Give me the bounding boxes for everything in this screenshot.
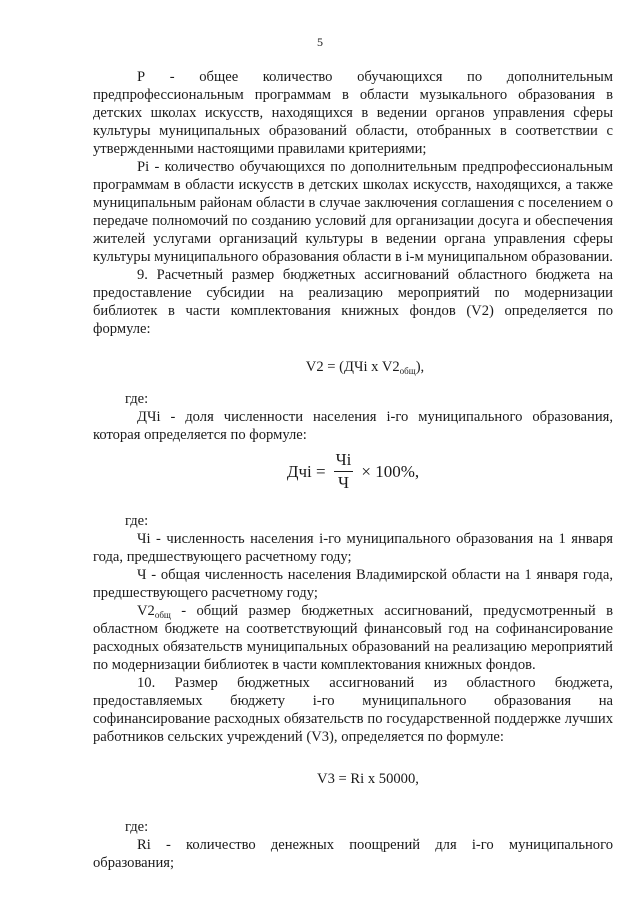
where-label-3: где: bbox=[125, 819, 149, 835]
formula-v2-sub: общ bbox=[399, 366, 416, 376]
document-body bbox=[93, 68, 613, 872]
fraction-denominator: Ч bbox=[334, 471, 353, 492]
formula-dchi-fraction bbox=[332, 451, 356, 492]
definition-ch: Ч - общая численность населения Владимирской области на 1 января года, предшествующего расчетному году; bbox=[93, 567, 613, 601]
formula-dchi-right: × 100%, bbox=[361, 461, 420, 481]
formula-v2 bbox=[93, 358, 613, 376]
definition-p: Р - общее количество обучающихся по дополнительным предпрофессиональным программам в области музыкального образования в детских школах искусств, находящихся в ведении органов управления сферы культуры муниципальных образований области, отобранных в соответствии с утвержденными настоящими правилами критериями; bbox=[93, 69, 613, 157]
page-number: 5 bbox=[317, 35, 323, 49]
v2-lead-sub: общ bbox=[154, 610, 171, 620]
fraction-numerator: Чi bbox=[335, 450, 352, 469]
formula-v2-main: V2 = (ДЧi x V2 bbox=[305, 359, 400, 375]
definition-ri: Ri - количество денежных поощрений для i-го муниципального образования; bbox=[93, 837, 613, 871]
formula-v3: V3 = Ri x 50000, bbox=[317, 771, 419, 787]
v2-text: - общий размер бюджетных ассигнований, предусмотренный в областном бюджете на соответствующий финансовый год на софинансирование расходных обязательств муниципальных образований на реализацию мероприятий по модернизации библиотек в части комплектования книжных фондов. bbox=[93, 603, 613, 673]
where-label-1: где: bbox=[125, 391, 149, 407]
v2-lead: V2 bbox=[137, 603, 155, 619]
definition-chi: Чi - численность населения i-го муниципального образования на 1 января года, предшествующего расчетному году; bbox=[93, 531, 613, 565]
paragraph-item-9: 9. Расчетный размер бюджетных ассигнований областного бюджета на предоставление субсидии на реализацию мероприятий по модернизации библиотек в части комплектования книжных фондов (V2) определяется по формуле: bbox=[93, 267, 613, 337]
formula-v2-end: ), bbox=[415, 359, 425, 375]
definition-dchi: ДЧi - доля численности населения i-го муниципального образования, которая определяется по формуле: bbox=[93, 409, 613, 443]
paragraph-item-10: 10. Размер бюджетных ассигнований из областного бюджета, предоставляемых бюджету i-го муниципального образования на софинансирование расходных обязательств по государственной поддержке лучших работников сельских учреждений (V3), определяется по формуле: bbox=[93, 675, 613, 745]
where-label-2: где: bbox=[125, 513, 149, 529]
definition-pi: Pi - количество обучающихся по дополнительным предпрофессиональным программам в области искусств в детских школах искусств, находящихся, а также муниципальным районам области в случае заключения соглашения с поселением о передаче полномочий по созданию условий для организации досуга и обеспечения жителей услугами организаций культуры в ведении органа управления сферы культуры муниципального образования области в i-м муниципальном образовании. bbox=[93, 159, 613, 265]
formula-dchi-left: Дчi = bbox=[286, 461, 326, 481]
definition-v2-total bbox=[93, 602, 613, 674]
formula-dchi bbox=[93, 451, 613, 492]
